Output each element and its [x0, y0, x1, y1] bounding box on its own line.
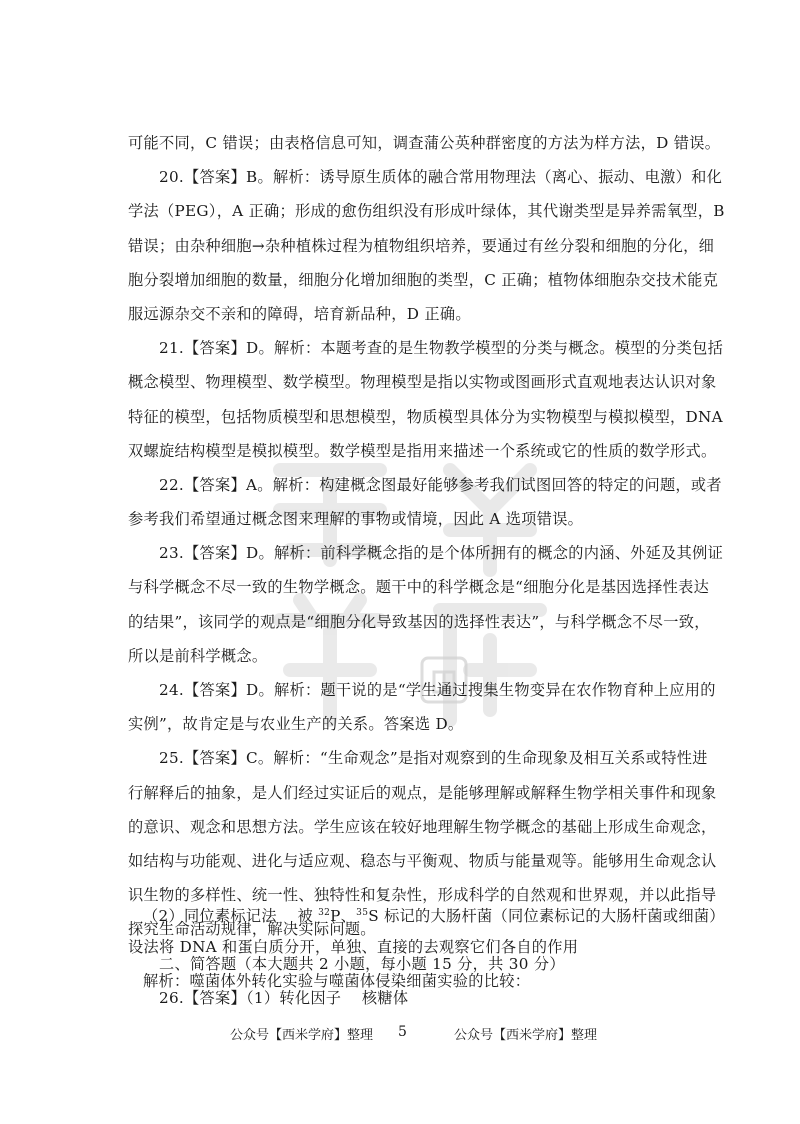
paragraph-p25-line-3: 的意识、观念和思想方法。学生应该在较好地理解生物学概念的基础上形成生命观念，: [128, 817, 717, 836]
p26-part2-rest: S 标记的大肠杆菌（同位素标记的大肠杆菌或细菌）: [368, 907, 725, 925]
isotope-s-mass: 35: [356, 908, 369, 918]
paragraph-p26-1-line-1: 26.【答案】（1）转化因子 核糖体: [159, 988, 409, 1007]
analysis-line: 解析：噬菌体外转化实验与噬菌体侵染细菌实验的比较：: [143, 972, 531, 990]
paragraph-p23-line-4: 所以是前科学概念。: [128, 646, 268, 665]
paragraph-p20-line-1: 20.【答案】B。解析：诱导原生质体的融合常用物理法（离心、振动、电激）和化: [159, 168, 723, 187]
paragraph-p21-line-2: 概念模型、物理模型、数学模型。物理模型是指以实物或图画形式直观地表达认识对象: [128, 373, 717, 392]
paragraph-p25-line-6: 探究生命活动规律，解决实际问题。: [128, 920, 376, 939]
paragraph-p22-line-1: 22.【答案】A。解析：构建概念图最好能够参考我们试图回答的特定的问题，或者: [159, 475, 722, 494]
paragraph-p23-line-3: 的结果”，该同学的观点是“细胞分化导致基因的选择性表达”，与科学概念不尽一致，: [128, 612, 710, 631]
paragraph-p20-line-4: 胞分裂增加细胞的数量，细胞分化增加细胞的类型，C 正确；植物体细胞杂交技术能克: [128, 270, 719, 289]
answer-document: [128, 126, 725, 1015]
p26-part2-line: [128, 896, 725, 930]
paragraph-p21-line-1: 21.【答案】D。解析：本题考查的是生物教学模型的分类与概念。模型的分类包括: [159, 339, 724, 358]
paragraph-p20-line-5: 服远源杂交不亲和的障碍，培育新品种，D 正确。: [128, 304, 471, 323]
paragraph-p20-line-2: 学法（PEG），A 正确；形成的愈伤组织没有形成叶绿体，其代谢类型是异养需氧型，B: [128, 202, 725, 221]
paragraph-p25-line-4: 如结构与功能观、进化与适应观、稳态与平衡观、物质与能量观等。能够用生命观念认: [128, 851, 717, 870]
paragraph-p20-line-3: 错误；由杂种细胞→杂种植株过程为植物组织培养，要通过有丝分裂和细胞的分化，细: [128, 236, 715, 255]
paragraph-p21-line-3: 特征的模型，包括物质模型和思想模型，物质模型具体分为实物模型与模拟模型，DNA: [128, 407, 723, 426]
paragraph-p23-line-2: 与科学概念不尽一致的生物学概念。题干中的科学概念是“细胞分化是基因选择性表达: [128, 578, 710, 597]
paragraph-p23-line-1: 23.【答案】D。解析：前科学概念指的是个体所拥有的概念的内涵、外延及其例证: [159, 544, 724, 563]
paragraph-p25-line-2: 行解释后的抽象，是人们经过实证后的观点，是能够理解或解释生物学相关事件和现象: [128, 783, 717, 802]
p26-part2-line2: 设法将 DNA 和蛋白质分开，单独、直接的去观察它们各自的作用: [128, 938, 579, 956]
paragraph-p22-line-2: 参考我们希望通过概念图来理解的事物或情境，因此 A 选项错误。: [128, 510, 584, 529]
paragraph-p21-line-4: 双螺旋结构模型是模拟模型。数学模型是指用来描述一个系统或它的性质的数学形式。: [128, 441, 717, 460]
paragraph-section2-line-1: 二、简答题（本大题共 2 小题，每小题 15 分，共 30 分）: [159, 954, 565, 973]
p26-part2-p: P、: [330, 907, 357, 925]
paragraph-p19-tail-line-1: 可能不同，C 错误；由表格信息可知，调查蒲公英种群密度的方法为样方法，D 错误。: [128, 134, 721, 152]
paragraph-p24-line-1: 24.【答案】D。解析：题干说的是“学生通过搜集生物变异在农作物育种上应用的: [159, 681, 716, 699]
isotope-p-mass: 32: [318, 908, 331, 918]
paragraph-p25-line-1: 25.【答案】C。解析：“生命观念”是指对观察到的生命现象及相互关系或特性进: [159, 749, 708, 768]
paragraph-p24-line-2: 实例”，故肯定是与农业生产的关系。答案选 D。: [128, 715, 464, 734]
paragraph-p25-line-5: 识生物的多样性、统一性、独特性和复杂性，形成科学的自然观和世界观，并以此指导: [128, 886, 717, 905]
footer-left-credit: 公众号【西米学府】整理: [230, 1028, 374, 1043]
footer-right-credit: 公众号【西米学府】整理: [454, 1028, 598, 1043]
page-number: 5: [398, 1024, 407, 1040]
p26-part2-prefix: （2）同位素标记法 被: [143, 907, 319, 925]
